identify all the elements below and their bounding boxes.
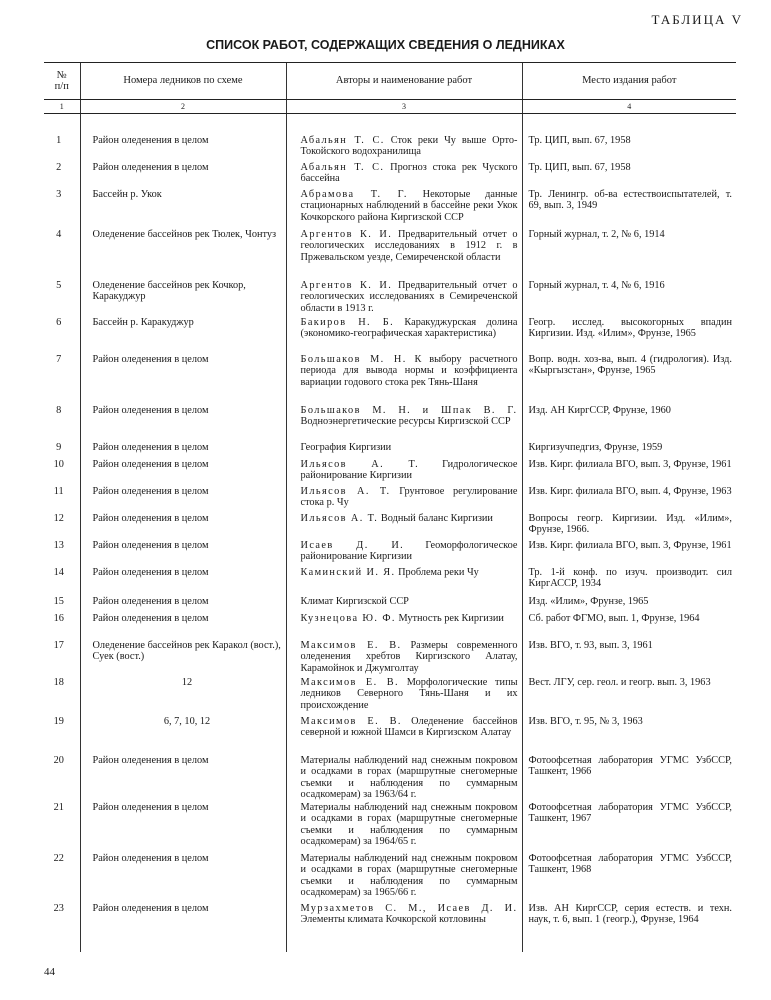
publication-place: Изд. «Илим», Фрунзе, 1965 bbox=[522, 596, 736, 613]
glacier-region: 6, 7, 10, 12 bbox=[80, 716, 286, 755]
author-and-work bbox=[286, 442, 522, 459]
publication-place: Геогр. исслед. высокогорных впадин Киргизии. Изд. «Илим», Фрунзе, 1965 bbox=[522, 317, 736, 354]
publication-place: Горный журнал, т. 2, № 6, 1914 bbox=[522, 229, 736, 280]
row-number: 11 bbox=[53, 486, 64, 497]
work-title: Грунтовое регулирование стока р. Чу bbox=[300, 486, 518, 509]
glacier-region: Район оледенения в целом bbox=[80, 405, 286, 442]
row-number: 13 bbox=[53, 540, 64, 551]
column-header-authors: Авторы и наименование работ bbox=[286, 63, 522, 100]
row-number: 18 bbox=[53, 677, 64, 688]
work-title: География Киргизии bbox=[300, 442, 392, 453]
num-header-bottom: п/п bbox=[54, 81, 69, 92]
work-title: Климат Киргизской ССР bbox=[300, 596, 409, 607]
row-number: 4 bbox=[56, 229, 62, 240]
glacier-region: Бассейн р. Каракуджур bbox=[80, 317, 286, 354]
table-row bbox=[44, 853, 736, 903]
glacier-region: Район оледенения в целом bbox=[80, 354, 286, 405]
publication-place: Изв. Кирг. филиала ВГО, вып. 4, Фрунзе, 1963 bbox=[522, 486, 736, 513]
work-title: Каракуджурская долина (экономико-географическая характеристика) bbox=[300, 317, 518, 340]
author-and-work bbox=[286, 596, 522, 613]
author-and-work bbox=[286, 755, 522, 802]
author-name: Абальян Т. С. bbox=[300, 162, 385, 173]
author-and-work bbox=[286, 317, 522, 354]
author-and-work bbox=[286, 613, 522, 640]
work-title: Элементы климата Кочкорской котловины bbox=[300, 914, 486, 926]
table-row bbox=[44, 317, 736, 354]
publication-place: Фотоофсетная лаборатория УГМС УзбССР, Ташкент, 1966 bbox=[522, 755, 736, 802]
author-and-work bbox=[286, 640, 522, 677]
work-title: Сток реки Чу выше Орто-Токойского водохранилища bbox=[300, 135, 518, 158]
author-name: Каминский И. Я. bbox=[300, 567, 396, 578]
row-number: 10 bbox=[53, 459, 64, 470]
table-row bbox=[44, 596, 736, 613]
table-row bbox=[44, 189, 736, 229]
work-title: Мутность рек Киргизии bbox=[395, 613, 504, 624]
row-number: 20 bbox=[53, 755, 64, 766]
author-and-work bbox=[286, 405, 522, 442]
publication-place: Киргизучпедгиз, Фрунзе, 1959 bbox=[522, 442, 736, 459]
work-title: Оледенение бассейнов северной и южной Шамси в Киргизском Алатау bbox=[300, 716, 518, 739]
author-and-work bbox=[286, 459, 522, 486]
author-and-work bbox=[286, 567, 522, 596]
table-row bbox=[44, 354, 736, 405]
table-row bbox=[44, 613, 736, 640]
table-row bbox=[44, 640, 736, 677]
publication-place: Изв. ВГО, т. 95, № 3, 1963 bbox=[522, 716, 736, 755]
work-title: К выбору расчетного периода для вывода нормы и коэффициента вариации годового стока рек Тянь-Шаня bbox=[300, 354, 518, 388]
column-header-place: Место издания работ bbox=[522, 63, 736, 100]
author-and-work bbox=[286, 903, 522, 952]
author-name: Большаков М. Н. bbox=[300, 354, 407, 365]
work-title: Предварительный отчет о геологических исследованиях в 1912 г. в Пржевальском уезде, Семиреченской области bbox=[300, 229, 518, 263]
row-number: 19 bbox=[53, 716, 64, 727]
author-name: Аргентов К. И. bbox=[300, 280, 393, 291]
row-number: 9 bbox=[56, 442, 62, 453]
row-number: 14 bbox=[53, 567, 64, 578]
publication-place: Изв. АН КиргССР, серия естеств. и техн. наук, т. 6, вып. 1 (геогр.), Фрунзе, 1964 bbox=[522, 903, 736, 952]
table-row bbox=[44, 567, 736, 596]
glacier-region: Район оледенения в целом bbox=[80, 853, 286, 903]
row-number: 12 bbox=[53, 513, 64, 524]
work-title: Материалы наблюдений над снежным покровом и осадками в горах (маршрутные снегомерные съемки и наблюдения по суммарным осадкомерам) за 1964/65 г. bbox=[300, 802, 518, 848]
author-name: Максимов Е. В. bbox=[300, 640, 402, 651]
table-label: ТАБЛИЦА V bbox=[651, 12, 743, 27]
row-number: 1 bbox=[56, 135, 62, 146]
table-row bbox=[44, 442, 736, 459]
author-and-work bbox=[286, 162, 522, 189]
row-number: 3 bbox=[56, 189, 62, 200]
glacier-region: Район оледенения в целом bbox=[80, 903, 286, 952]
author-and-work bbox=[286, 280, 522, 317]
row-number: 7 bbox=[56, 354, 62, 365]
author-name: Аргентов К. И. bbox=[300, 229, 393, 240]
publication-place: Фотоофсетная лаборатория УГМС УзбССР, Ташкент, 1967 bbox=[522, 802, 736, 853]
column-header-num bbox=[44, 63, 80, 100]
row-number: 6 bbox=[56, 317, 62, 328]
table-body bbox=[44, 135, 736, 952]
work-title: Некоторые данные стационарных наблюдений в бассейне реки Укок Кочкорского района Киргизской ССР bbox=[300, 189, 518, 223]
author-name: Ильясов А. Т. bbox=[300, 459, 420, 470]
table-row bbox=[44, 135, 736, 162]
author-and-work bbox=[286, 802, 522, 853]
page-title: СПИСОК РАБОТ, СОДЕРЖАЩИХ СВЕДЕНИЯ О ЛЕДНИКАХ bbox=[206, 38, 565, 52]
glacier-region: Район оледенения в целом bbox=[80, 567, 286, 596]
glacier-region: Район оледенения в целом bbox=[80, 755, 286, 802]
work-title: Гидрологическое районирование Киргизии bbox=[300, 459, 518, 482]
author-and-work bbox=[286, 135, 522, 162]
publication-place: Изв. ВГО, т. 93, вып. 3, 1961 bbox=[522, 640, 736, 677]
column-number: 4 bbox=[522, 100, 736, 114]
author-name: Большаков М. Н. и Шпак В. Г. bbox=[300, 405, 518, 416]
page-number: 44 bbox=[44, 966, 55, 978]
work-title: Геоморфологическое районирование Киргизии bbox=[300, 540, 518, 563]
work-title: Морфологические типы ледников Северного Тянь-Шаня и их происхождение bbox=[300, 677, 518, 711]
author-name: Ильясов А. Т. bbox=[300, 513, 379, 524]
publication-place: Изд. АН КиргССР, Фрунзе, 1960 bbox=[522, 405, 736, 442]
column-number: 1 bbox=[44, 100, 80, 114]
row-number: 5 bbox=[56, 280, 62, 291]
author-and-work bbox=[286, 354, 522, 405]
table-row bbox=[44, 162, 736, 189]
work-title: Материалы наблюдений над снежным покровом и осадками в горах (маршрутные снегомерные съемки и наблюдения по суммарным осадкомерам) за 1965/66 г. bbox=[300, 853, 518, 899]
author-and-work bbox=[286, 677, 522, 716]
column-header-glaciers: Номера ледников по схеме bbox=[80, 63, 286, 100]
publication-place: Тр. 1-й конф. по изуч. производит. сил КиргАССР, 1934 bbox=[522, 567, 736, 596]
row-number: 2 bbox=[56, 162, 62, 173]
table-row bbox=[44, 280, 736, 317]
table-row bbox=[44, 802, 736, 853]
table-row bbox=[44, 513, 736, 540]
table-row bbox=[44, 540, 736, 567]
row-number: 21 bbox=[53, 802, 64, 813]
work-title: Размеры современного оледенения хребтов Киргизского Алатау, Карамойнок и Джумголтау bbox=[300, 640, 518, 674]
publication-place: Горный журнал, т. 4, № 6, 1916 bbox=[522, 280, 736, 317]
table-row bbox=[44, 486, 736, 513]
author-name: Ильясов А. Т. bbox=[300, 486, 391, 497]
glacier-region: Район оледенения в целом bbox=[80, 802, 286, 853]
publication-place: Вопросы геогр. Киргизии. Изд. «Илим», Фрунзе, 1966. bbox=[522, 513, 736, 540]
row-number: 15 bbox=[53, 596, 64, 607]
publication-place: Вопр. водн. хоз-ва, вып. 4 (гидрология). Изд. «Кыргызстан», Фрунзе, 1965 bbox=[522, 354, 736, 405]
table-row bbox=[44, 229, 736, 280]
table-row bbox=[44, 903, 736, 952]
glacier-region: Оледенение бассейнов рек Каракол (вост.), Суек (вост.) bbox=[80, 640, 286, 677]
work-title: Проблема реки Чу bbox=[395, 567, 479, 578]
column-header-row bbox=[44, 63, 736, 100]
author-and-work bbox=[286, 540, 522, 567]
row-number: 22 bbox=[53, 853, 64, 864]
glacier-region: Район оледенения в целом bbox=[80, 442, 286, 459]
work-title: Прогноз стока рек Чуского бассейна bbox=[300, 162, 518, 185]
glacier-region: Оледенение бассейнов рек Кочкор, Каракуджур bbox=[80, 280, 286, 317]
publication-place: Изв. Кирг. филиала ВГО, вып. 3, Фрунзе, 1961 bbox=[522, 540, 736, 567]
glacier-region: Район оледенения в целом bbox=[80, 486, 286, 513]
publication-place: Изв. Кирг. филиала ВГО, вып. 3, Фрунзе, 1961 bbox=[522, 459, 736, 486]
column-number-row bbox=[44, 100, 736, 114]
author-and-work bbox=[286, 486, 522, 513]
author-and-work bbox=[286, 229, 522, 280]
author-name: Абальян Т. С. bbox=[300, 135, 385, 146]
glacier-region: Район оледенения в целом bbox=[80, 540, 286, 567]
author-name: Максимов Е. В. bbox=[300, 716, 402, 727]
row-number: 17 bbox=[53, 640, 64, 651]
publication-place: Тр. ЦИП, вып. 67, 1958 bbox=[522, 162, 736, 189]
table-row bbox=[44, 459, 736, 486]
author-and-work bbox=[286, 189, 522, 229]
author-name: Максимов Е. В. bbox=[300, 677, 399, 688]
author-name: Бакиров Н. Б. bbox=[300, 317, 395, 328]
column-number: 2 bbox=[80, 100, 286, 114]
works-table bbox=[44, 62, 736, 952]
author-and-work bbox=[286, 513, 522, 540]
glacier-region: Район оледенения в целом bbox=[80, 613, 286, 640]
glacier-region: Оледенение бассейнов рек Тюлек, Чонтуз bbox=[80, 229, 286, 280]
author-name: Кузнецова Ю. Ф. bbox=[300, 613, 396, 624]
publication-place: Фотоофсетная лаборатория УГМС УзбССР, Ташкент, 1968 bbox=[522, 853, 736, 903]
glacier-region: Район оледенения в целом bbox=[80, 162, 286, 189]
author-name: Абрамова Т. Г. bbox=[300, 189, 408, 200]
row-number: 16 bbox=[53, 613, 64, 624]
table-row bbox=[44, 405, 736, 442]
glacier-region: Район оледенения в целом bbox=[80, 596, 286, 613]
work-title: Предварительный отчет о геологических исследованиях в Семиреченской области в 1913 г. bbox=[300, 280, 518, 314]
glacier-region: Бассейн р. Укок bbox=[80, 189, 286, 229]
row-number: 8 bbox=[56, 405, 62, 416]
author-and-work bbox=[286, 716, 522, 755]
author-name: Мурзахметов С. М., Исаев Д. И. bbox=[300, 903, 518, 914]
row-number: 23 bbox=[53, 903, 64, 914]
work-title: Водноэнергетические ресурсы Киргизской ССР bbox=[300, 416, 511, 428]
publication-place: Вест. ЛГУ, сер. геол. и геогр. вып. 3, 1963 bbox=[522, 677, 736, 716]
table-row bbox=[44, 755, 736, 802]
work-title: Материалы наблюдений над снежным покровом и осадками в горах (маршрутные снегомерные съемки и наблюдения по суммарным осадкомерам) за 1963/64 г. bbox=[300, 755, 518, 801]
table-row bbox=[44, 716, 736, 755]
publication-place: Тр. ЦИП, вып. 67, 1958 bbox=[522, 135, 736, 162]
publication-place: Тр. Ленингр. об-ва естествоиспытателей, т. 69, вып. 3, 1949 bbox=[522, 189, 736, 229]
glacier-region: Район оледенения в целом bbox=[80, 459, 286, 486]
publication-place: Сб. работ ФГМО, вып. 1, Фрунзе, 1964 bbox=[522, 613, 736, 640]
num-header-top: № bbox=[56, 69, 67, 81]
author-and-work bbox=[286, 853, 522, 903]
work-title: Водный баланс Киргизии bbox=[378, 513, 493, 524]
glacier-region: 12 bbox=[80, 677, 286, 716]
glacier-region: Район оледенения в целом bbox=[80, 135, 286, 162]
author-name: Исаев Д. И. bbox=[300, 540, 405, 551]
table-row bbox=[44, 677, 736, 716]
column-number: 3 bbox=[286, 100, 522, 114]
glacier-region: Район оледенения в целом bbox=[80, 513, 286, 540]
